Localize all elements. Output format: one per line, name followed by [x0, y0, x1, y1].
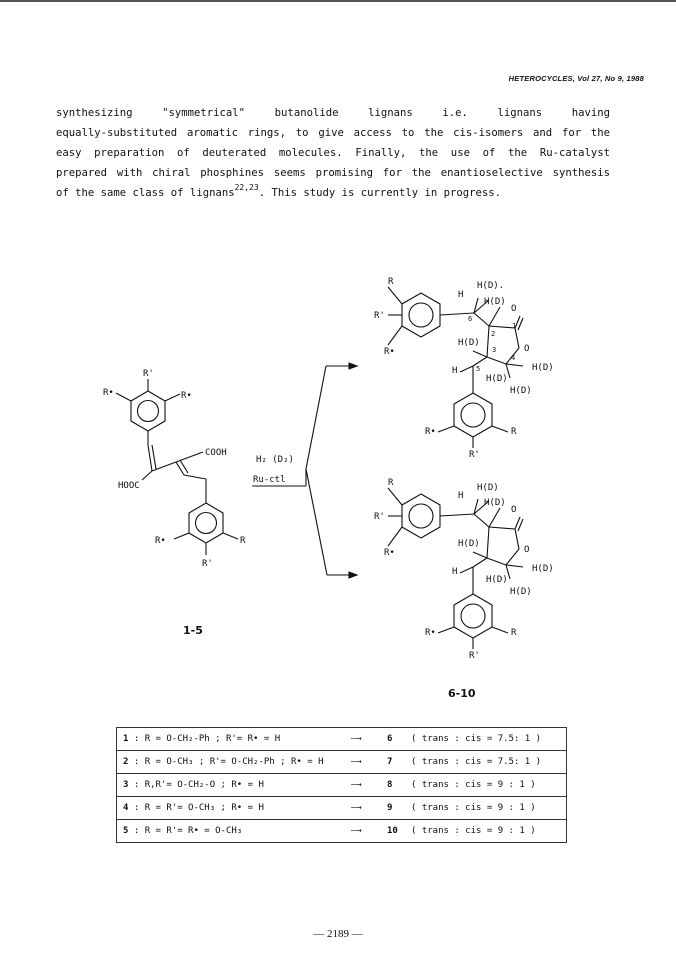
ring-number: 2	[491, 330, 496, 338]
aromatic-circle	[196, 513, 217, 534]
row-ratio: ( trans : cis = 7.5: 1 )	[411, 757, 542, 767]
row-ratio: ( trans : cis = 9 : 1 )	[411, 826, 536, 836]
reaction-arrow: —→	[351, 780, 362, 790]
row-id: 5	[123, 826, 129, 836]
reaction-arrow: —→	[351, 734, 362, 744]
substituent-label: R'	[469, 651, 480, 661]
compound-label: 6-10	[448, 687, 476, 700]
aromatic-circle	[461, 604, 485, 628]
benzene-ring	[189, 503, 223, 543]
table-row	[117, 774, 567, 797]
row-content	[123, 803, 560, 813]
table-row	[117, 797, 567, 820]
row-colon: :	[133, 826, 140, 836]
row-product: 7	[387, 757, 393, 767]
atom-label: H(D)	[510, 386, 532, 396]
substituent-label: R•	[384, 347, 395, 357]
row-id: 3	[123, 780, 129, 790]
reagent-label: Ru-ctl	[253, 475, 286, 485]
ring-number: 6	[468, 315, 473, 323]
row-subst: R = R'= O-CH₃ ; R• = H	[144, 803, 264, 813]
row-substituents	[123, 780, 351, 790]
atom-label: H(D)	[486, 374, 508, 384]
substituent-label: R•	[181, 391, 192, 401]
row-content	[123, 780, 560, 790]
substituent-label: R	[511, 628, 517, 638]
atom-label: H(D)	[484, 297, 506, 307]
benzene-ring	[402, 494, 440, 538]
atom-label: O	[524, 545, 530, 555]
row-colon: :	[133, 757, 140, 767]
substituent-label: R•	[425, 427, 436, 437]
citation: 22,23	[234, 183, 259, 192]
row-product: 10	[387, 826, 398, 836]
benzene-ring	[454, 393, 492, 437]
row-ratio: ( trans : cis = 7.5: 1 )	[411, 734, 542, 744]
substituent-label: R•	[425, 628, 436, 638]
row-subst: R = O-CH₃ ; R'= O-CH₂-Ph ; R• = H	[144, 757, 324, 767]
row-ratio: ( trans : cis = 9 : 1 )	[411, 803, 536, 813]
row-id: 4	[123, 803, 129, 813]
row-substituents	[123, 757, 351, 767]
row-content	[123, 734, 560, 744]
table-cell	[117, 751, 567, 774]
ring-number: 4	[511, 354, 516, 362]
atom-label: H(D)	[486, 575, 508, 585]
row-id: 2	[123, 757, 129, 767]
table-row	[117, 820, 567, 843]
substituent-label: R•	[103, 388, 114, 398]
paragraph-line: equally-substituted aromatic rings, to give access to the cis-isomers and for the	[56, 127, 610, 139]
substituent-label: R	[511, 427, 517, 437]
row-colon: :	[133, 803, 140, 813]
table-cell	[117, 774, 567, 797]
table-cell	[117, 728, 567, 751]
atom-label: H	[452, 567, 458, 577]
paragraph-line: synthesizing "symmetrical" butanolide lignans i.e. lignans having	[56, 107, 610, 119]
row-subst: R,R'= O-CH₂-O ; R• = H	[144, 780, 264, 790]
row-substituents	[123, 803, 351, 813]
paragraph-text: . This study is currently in progress.	[258, 187, 502, 199]
row-id: 1	[123, 734, 129, 744]
table-row	[117, 728, 567, 751]
substituent-table	[116, 727, 567, 843]
substituent-label: R	[388, 478, 394, 488]
substituent-label: R•	[384, 548, 395, 558]
row-product: 9	[387, 803, 393, 813]
row-substituents	[123, 826, 351, 836]
group-label: COOH	[205, 448, 227, 458]
ring-number: 5	[476, 365, 481, 373]
ring-number: 3	[492, 346, 497, 354]
row-subst: R = O-CH₂-Ph ; R'= R• = H	[144, 734, 281, 744]
row-product: 8	[387, 780, 393, 790]
paragraph-text: of the same class of lignans	[56, 187, 235, 199]
reaction-arrow: —→	[351, 803, 362, 813]
aromatic-circle	[409, 303, 433, 327]
substituent-label: R'	[469, 450, 480, 460]
atom-label: H	[452, 366, 458, 376]
atom-label: H(D).	[477, 281, 505, 291]
row-substituents	[123, 734, 351, 744]
paragraph-line: prepared with chiral phosphines seems promising for the enantioselective synthesis	[56, 167, 610, 179]
page-number: — 2189 —	[313, 928, 363, 940]
aromatic-circle	[461, 403, 485, 427]
row-colon: :	[133, 780, 140, 790]
atom-label: H	[458, 290, 464, 300]
substituent-label: R'	[374, 512, 385, 522]
atom-label: H(D)	[510, 587, 532, 597]
paragraph-line: easy preparation of deuterated molecules. Finally, the use of the Ru-catalyst	[56, 147, 610, 159]
atom-label: H(D)	[458, 539, 480, 549]
benzene-ring	[402, 293, 440, 337]
atom-label: H	[458, 491, 464, 501]
benzene-ring	[131, 391, 165, 431]
reaction-arrow: —→	[351, 757, 362, 767]
reagent-label: H₂ (D₂)	[256, 455, 294, 465]
aromatic-circle	[138, 401, 159, 422]
row-content	[123, 757, 560, 767]
table-cell	[117, 797, 567, 820]
aromatic-circle	[409, 504, 433, 528]
benzene-ring	[454, 594, 492, 638]
reaction-arrow: —→	[351, 826, 362, 836]
row-subst: R = R'= R• = O-CH₃	[144, 826, 243, 836]
substituent-label: R'	[143, 369, 154, 379]
substituent-label: R'	[374, 311, 385, 321]
row-product: 6	[387, 734, 393, 744]
running-head: HETEROCYCLES, Vol 27, No 9, 1988	[508, 74, 644, 83]
atom-label: O	[511, 505, 517, 515]
group-label: HOOC	[118, 481, 140, 491]
atom-label: H(D)	[477, 483, 499, 493]
row-content	[123, 826, 560, 836]
table-row	[117, 751, 567, 774]
substituent-label: R	[388, 277, 394, 287]
atom-label: H(D)	[484, 498, 506, 508]
compound-label: 1-5	[183, 624, 203, 637]
atom-label: H(D)	[532, 564, 554, 574]
substituent-label: R'	[202, 559, 213, 569]
ring-number: 1	[512, 322, 517, 330]
substituent-label: R•	[155, 536, 166, 546]
atom-label: H(D)	[532, 363, 554, 373]
atom-label: H(D)	[458, 338, 480, 348]
atom-label: O	[511, 304, 517, 314]
row-colon: :	[133, 734, 140, 744]
atom-label: O	[524, 344, 530, 354]
substituent-label: R	[240, 536, 246, 546]
table-cell	[117, 820, 567, 843]
row-ratio: ( trans : cis = 9 : 1 )	[411, 780, 536, 790]
